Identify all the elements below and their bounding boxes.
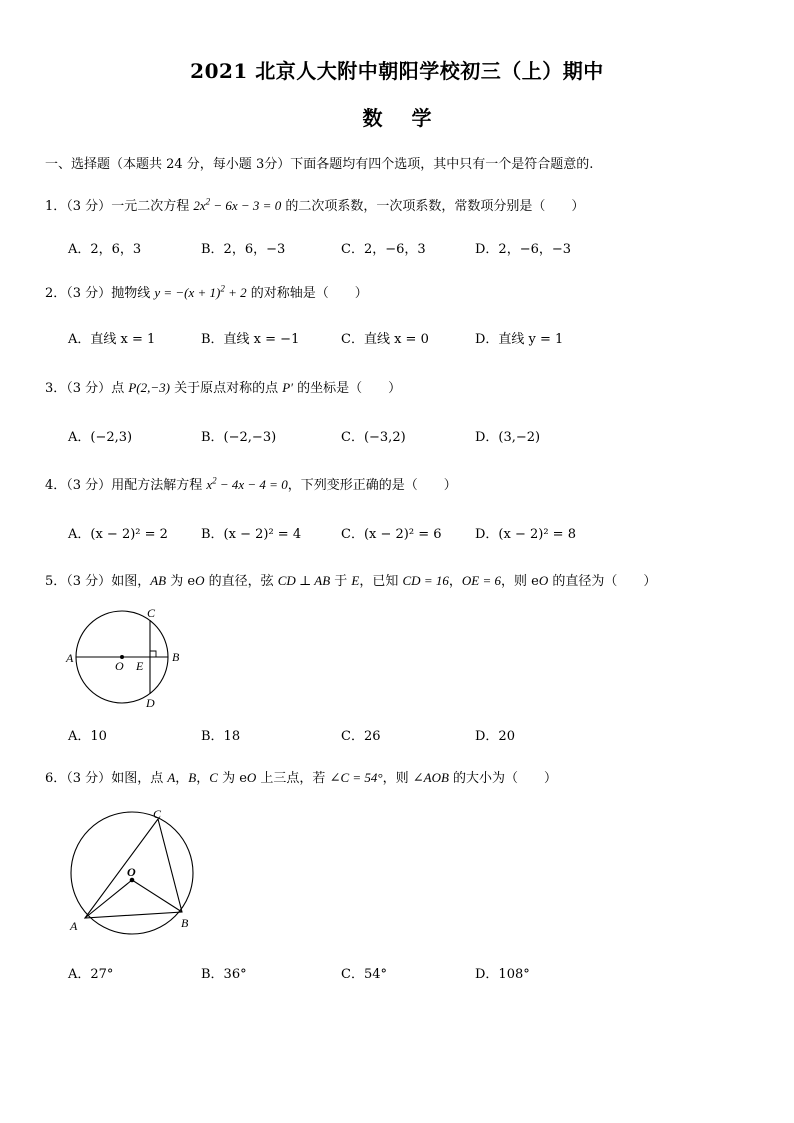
option-c: C．直线 x = 0 bbox=[341, 332, 429, 347]
option-b: B．(−2,−3) bbox=[201, 430, 277, 445]
option-d: D．直线 y = 1 bbox=[475, 332, 564, 347]
option-d: D．20 bbox=[475, 729, 515, 744]
label-a: A bbox=[66, 651, 74, 665]
section-heading: 一、选择题（本题共 24 分，每小题 3分）下面各题均有四个选项，其中只有一个是符合题意的. bbox=[45, 157, 594, 172]
option-a: A．(x − 2)² = 2 bbox=[68, 527, 168, 542]
question-4-options bbox=[68, 523, 768, 543]
option-a: A．27° bbox=[68, 967, 114, 982]
option-a: A．10 bbox=[68, 729, 107, 744]
option-a: A．2，6，3 bbox=[68, 242, 142, 257]
option-a: A．直线 x = 1 bbox=[68, 332, 156, 347]
question-1-options bbox=[68, 238, 768, 258]
option-c: C．(x − 2)² = 6 bbox=[341, 527, 442, 542]
label-o: O bbox=[115, 659, 124, 673]
question-5-options bbox=[68, 725, 768, 745]
question-5: 5．（3 分）如图，AB 为 eO 的直径，弦 CD ⊥ AB 于 E，已知 CD = 16，OE = 6，则 eO 的直径为（ ） bbox=[45, 573, 657, 589]
option-b: B．2，6，−3 bbox=[201, 242, 286, 257]
question-score: （3 分） bbox=[66, 286, 112, 301]
option-b: B．直线 x = −1 bbox=[201, 332, 300, 347]
option-b: B．18 bbox=[201, 729, 241, 744]
question-number: 1． bbox=[45, 199, 67, 214]
question-score: （3 分） bbox=[66, 574, 112, 589]
question-2-options bbox=[68, 328, 768, 348]
option-b: B．(x − 2)² = 4 bbox=[201, 527, 302, 542]
label-b: B bbox=[172, 650, 180, 664]
figure-q6-inscribed-triangle bbox=[62, 805, 207, 940]
label-b: B bbox=[181, 916, 189, 930]
label-c: C bbox=[147, 606, 156, 620]
option-c: C．2，−6，3 bbox=[341, 242, 426, 257]
question-score: （3 分） bbox=[66, 381, 112, 396]
option-c: C．26 bbox=[341, 729, 381, 744]
right-angle-mark bbox=[150, 651, 156, 657]
paper-title: 2021 北京人大附中朝阳学校初三（上）期中 bbox=[190, 59, 604, 83]
question-score: （3 分） bbox=[66, 771, 112, 786]
question-number: 2． bbox=[45, 286, 67, 301]
option-d: D．(x − 2)² = 8 bbox=[475, 527, 576, 542]
question-3-options bbox=[68, 426, 768, 446]
question-number: 6． bbox=[45, 771, 67, 786]
label-o: O bbox=[127, 865, 136, 879]
option-d: D．2，−6，−3 bbox=[475, 242, 572, 257]
subject-title: 数 学 bbox=[362, 106, 432, 130]
question-1: 1．（3 分）一元二次方程 $2x^2 - 6x - 3 = 0$ 的二次项系数，一次项系数，常数项分别是（ ） bbox=[45, 196, 585, 214]
question-score: （3 分） bbox=[66, 199, 112, 214]
figure-q5-circle-chord bbox=[62, 602, 192, 714]
question-number: 4． bbox=[45, 478, 67, 493]
question-3: 3．（3 分）点 P(2,−3) 关于原点对称的点 P′ 的坐标是（ ） bbox=[45, 380, 402, 396]
question-2: 2．（3 分）抛物线 $y = -(x + 1)^2 + 2$ 的对称轴是（ ） bbox=[45, 283, 368, 301]
option-b: B．36° bbox=[201, 967, 247, 982]
label-c: C bbox=[153, 807, 162, 821]
question-number: 5． bbox=[45, 574, 67, 589]
question-number: 3． bbox=[45, 381, 67, 396]
option-d: D．108° bbox=[475, 967, 530, 982]
option-d: D．(3,−2) bbox=[475, 430, 541, 445]
label-d: D bbox=[146, 696, 155, 710]
option-a: A．(−2,3) bbox=[68, 430, 133, 445]
option-c: C．54° bbox=[341, 967, 387, 982]
question-6: 6．（3 分）如图，点 A，B，C 为 eO 上三点，若 ∠C = 54°，则 ∠AOB 的大小为（ ） bbox=[45, 770, 558, 786]
question-4: 4．（3 分）用配方法解方程 $x^2 - 4x - 4 = 0$，下列变形正确的是（ ） bbox=[45, 475, 457, 493]
label-e: E bbox=[136, 659, 144, 673]
question-score: （3 分） bbox=[66, 478, 112, 493]
label-a: A bbox=[70, 919, 78, 933]
option-c: C．(−3,2) bbox=[341, 430, 406, 445]
question-6-options bbox=[68, 963, 768, 983]
